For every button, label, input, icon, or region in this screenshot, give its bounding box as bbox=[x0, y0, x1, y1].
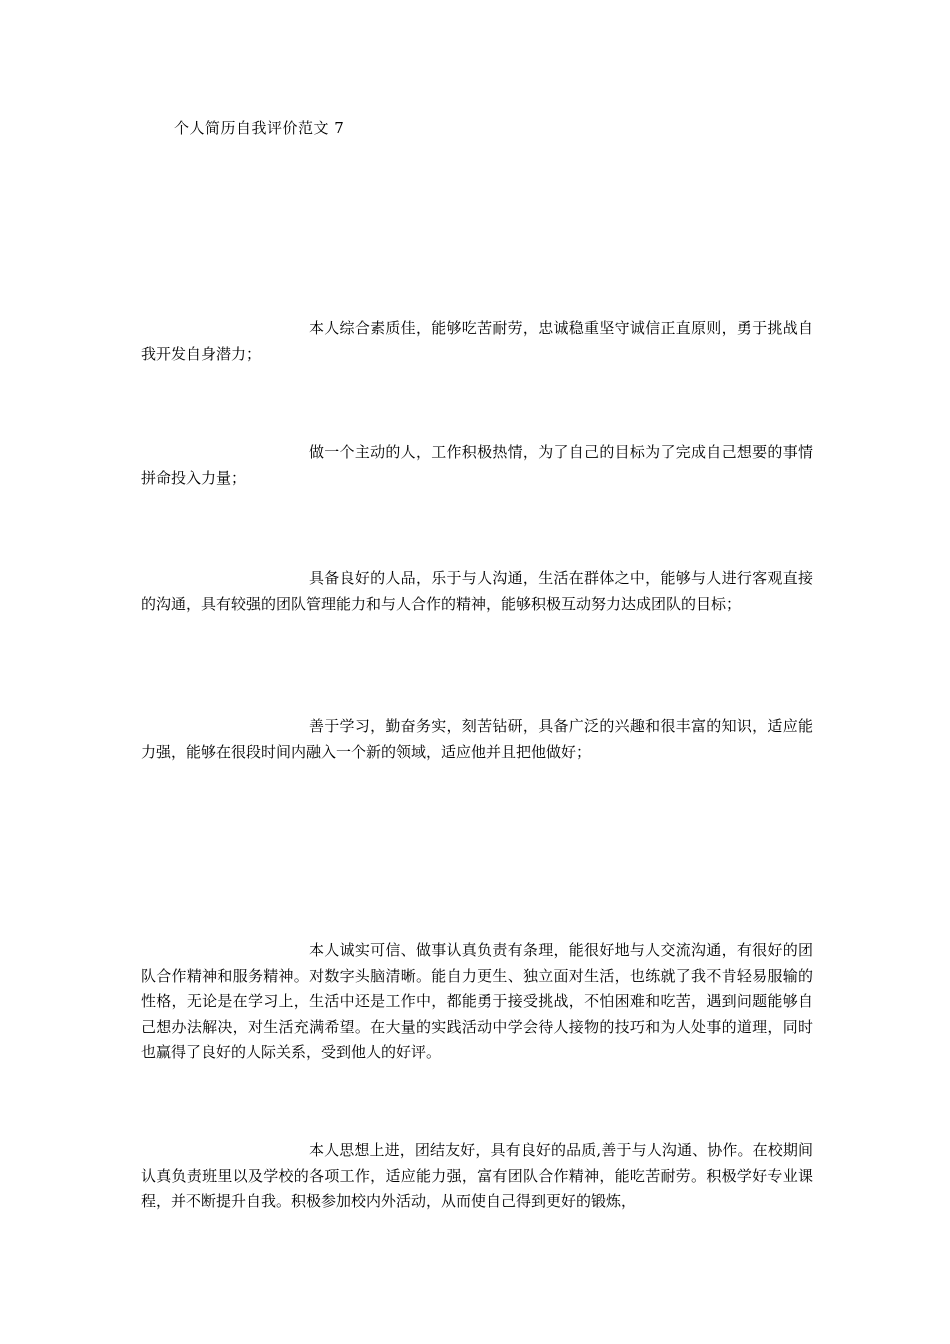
paragraph-learning: 善于学习，勤奋务实，刻苦钻研，具备广泛的兴趣和很丰富的知识，适应能力强，能够在很段时间内融入一个新的领域，适应他并且把他做好； bbox=[141, 717, 813, 761]
paragraph-communication: 具备良好的人品，乐于与人沟通，生活在群体之中，能够与人进行客观直接的沟通，具有较强的团队管理能力和与人合作的精神，能够积极互动努力达成团队的目标； bbox=[141, 569, 813, 613]
paragraph-overall-quality: 本人综合素质佳，能够吃苦耐劳，忠诚稳重坚守诚信正直原则，勇于挑战自我开发自身潜力； bbox=[141, 319, 813, 363]
paragraph-school: 本人思想上进，团结友好，具有良好的品质,善于与人沟通、协作。在校期间认真负责班里以及学校的各项工作，适应能力强，富有团队合作精神，能吃苦耐劳。积极学好专业课程，并不断提升自我。积极参加校内外活动，从而使自己得到更好的锻炼， bbox=[141, 1141, 813, 1210]
paragraph-honesty: 本人诚实可信、做事认真负责有条理，能很好地与人交流沟通，有很好的团队合作精神和服务精神。对数字头脑清晰。能自力更生、独立面对生活，也练就了我不肯轻易服输的性格，无论是在学习上，生活中还是工作中，都能勇于接受挑战，不怕困难和吃苦，遇到问题能够自己想办法解决，对生活充满希望。在大量的实践活动中学会待人接物的技巧和为人处事的道理，同时也赢得了良好的人际关系，受到他人的好评。 bbox=[141, 941, 813, 1061]
paragraph-proactive: 做一个主动的人，工作积极热情，为了自己的目标为了完成自己想要的事情拼命投入力量； bbox=[141, 443, 813, 487]
document-title: 个人简历自我评价范文 7 bbox=[174, 119, 345, 137]
